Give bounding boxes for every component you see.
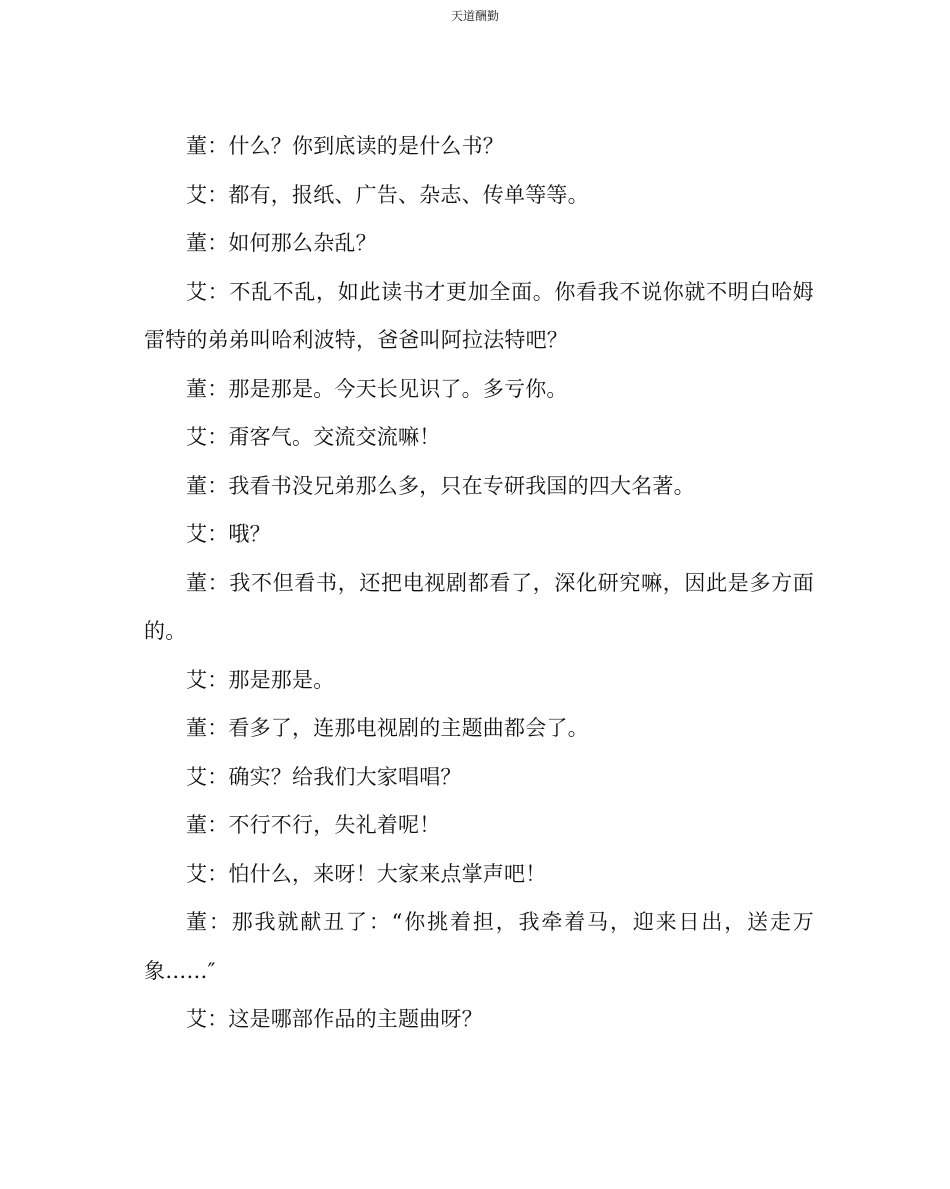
dialogue-line: 艾：这是哪部作品的主题曲呀？ (186, 1007, 483, 1031)
dialogue-line: 艾：确实？给我们大家唱唱？ (186, 764, 462, 789)
dialogue-line: 艾：哦？ (186, 522, 271, 546)
dialogue-line: 艾：甭客气。交流交流嘛！ (186, 425, 441, 449)
document-body (144, 122, 814, 1044)
dialogue-line: 艾：都有，报纸、广告、杂志、传单等等。 (186, 182, 589, 207)
dialogue-line: 董：什么？你到底读的是什么书？ (186, 134, 504, 158)
dialogue-line: 艾：不乱不乱，如此读书才更加全面。你看我不说你就不明白哈姆雷特的弟弟叫哈利波特，爸爸叫阿拉法特吧？ (144, 279, 814, 352)
dialogue-line: 董：看多了，连那电视剧的主题曲都会了。 (186, 716, 589, 740)
dialogue-line: 董：我看书没兄弟那么多，只在专研我国的四大名著。 (186, 473, 695, 498)
dialogue-line: 董：那是那是。今天长见识了。多亏你。 (186, 376, 568, 401)
dialogue-line: 艾：怕什么，来呀！大家来点掌声吧！ (186, 861, 547, 886)
page-header: 天道酬勤 (450, 9, 499, 23)
dialogue-line: 董：我不但看书，还把电视剧都看了，深化研究嘛，因此是多方面的。 (144, 570, 814, 643)
dialogue-line: 董：如何那么杂乱？ (186, 231, 377, 255)
dialogue-line: 艾：那是那是。 (186, 667, 335, 692)
dialogue-line: 董：那我就献丑了：“你挑着担，我牵着马，迎来日出，送走万象……″ (144, 910, 814, 983)
dialogue-line: 董：不行不行，失礼着呢！ (186, 813, 441, 837)
